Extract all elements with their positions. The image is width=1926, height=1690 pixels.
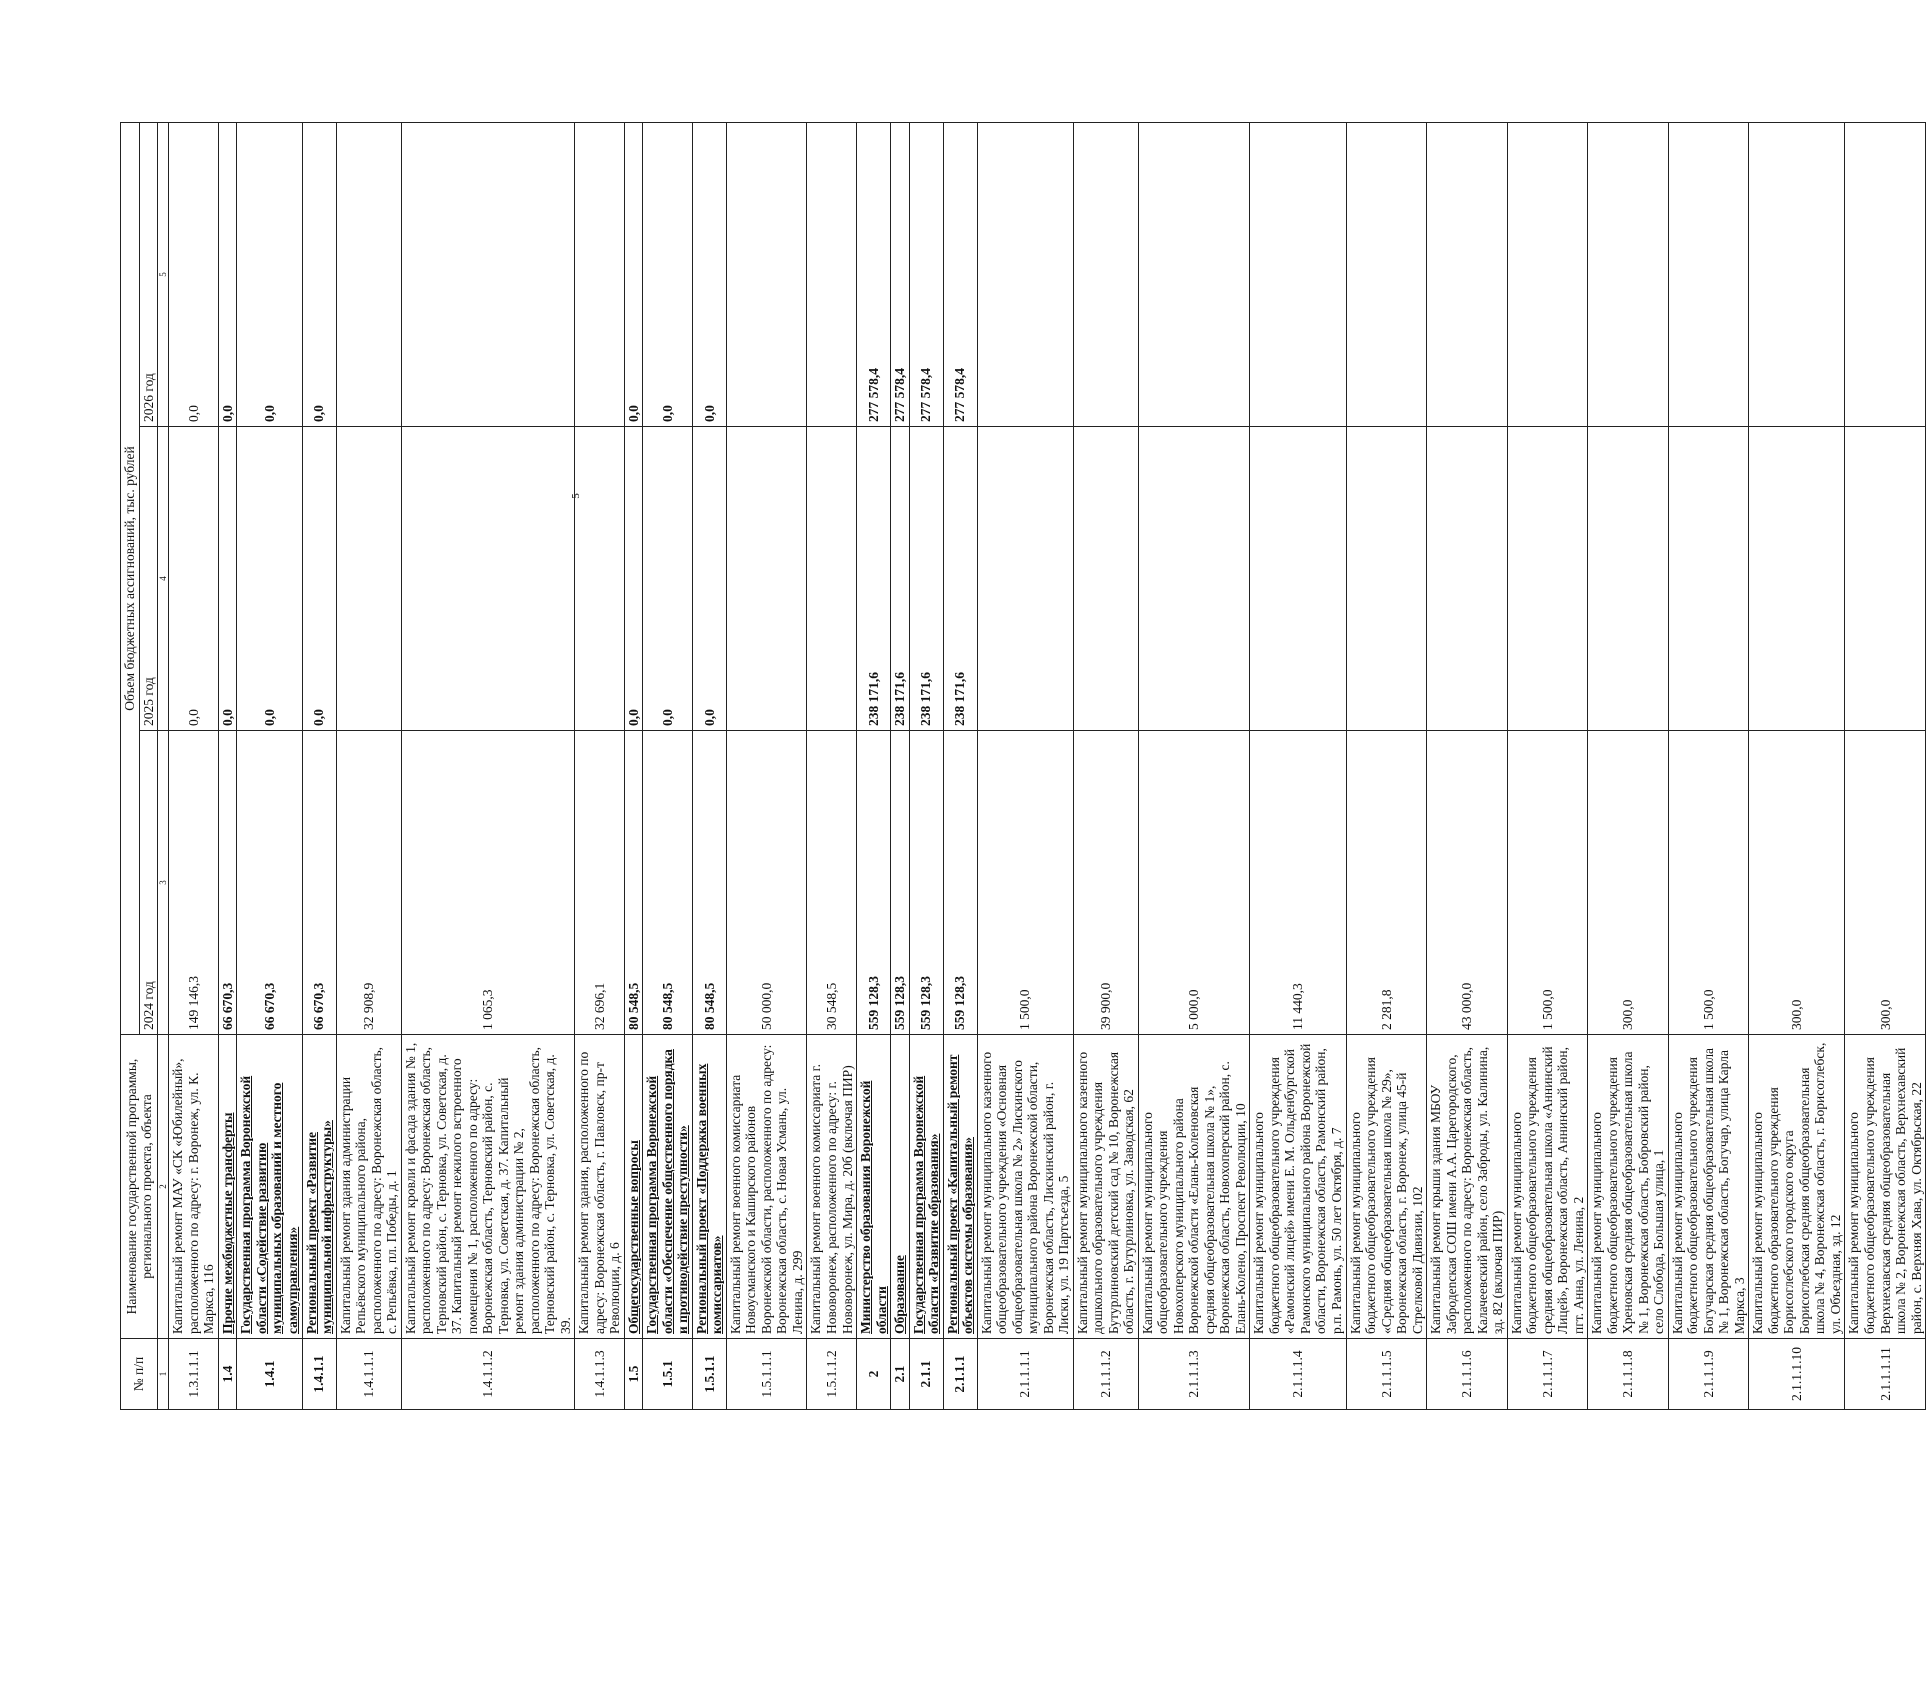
row-name: Капитальный ремонт муниципального общеобразовательного учреждения Новохоперского муниципального района Воронежской области «Елань-Коленовская средняя общеобразовательная школа № 1», Воронежская область, Новохоперский район, с. Елань-Колено, Проспект Революции, 10 (1138, 1035, 1250, 1339)
table-row (643, 123, 693, 1410)
row-number: 1.4.1.1 (302, 1339, 336, 1410)
row-name: Капитальный ремонт муниципального бюджетного общеобразовательного учреждения «Средняя общеобразовательная школа № 29», Воронежская область, г. Воронеж, улица 45-й Стрелковой Дивизии, 102 (1346, 1035, 1427, 1339)
header-name: Наименование государственной программы, регионального проекта, объекта (121, 1035, 158, 1339)
index-cell: 5 (158, 123, 169, 427)
row-value-2024: 32 908,9 (336, 731, 401, 1035)
row-value-2024: 80 548,5 (624, 731, 643, 1035)
row-value-2025: 0,0 (237, 427, 302, 731)
row-value-2026: 0,0 (237, 123, 302, 427)
row-value-2026 (1138, 123, 1250, 427)
row-value-2025 (1668, 427, 1749, 731)
row-value-2024: 66 670,3 (218, 731, 237, 1035)
index-cell: 1 (158, 1339, 169, 1410)
row-value-2025 (1749, 427, 1845, 731)
row-value-2025 (1250, 427, 1346, 731)
table-row (1588, 123, 1669, 1410)
row-name: Капитальный ремонт крыши здания МБОУ Забродenская СОШ имени А.А. Царегородского, расположенного по адресу: Воронежская область, Калачеевский район, село Заброды, ул. Калинина, зд. 82 (включая ПИР) (1427, 1035, 1508, 1339)
row-number: 1.5.1.1 (692, 1339, 726, 1410)
row-name: Капитальный ремонт МАУ «СК «Юбилейный», расположенного по адресу: г. Воронеж, ул. К. Маркса, 116 (169, 1035, 219, 1339)
row-value-2025: 238 171,6 (891, 427, 910, 731)
table-row (169, 123, 219, 1410)
row-number: 1.5.1.1.2 (807, 1339, 857, 1410)
row-value-2024: 1 500,0 (1507, 731, 1588, 1035)
row-value-2024: 66 670,3 (302, 731, 336, 1035)
table-row (1668, 123, 1749, 1410)
row-number: 2 (857, 1339, 891, 1410)
row-name: Региональный проект «Поддержка военных комиссариатов» (692, 1035, 726, 1339)
row-number: 2.1.1.1.1 (977, 1339, 1073, 1410)
row-name: Капитальный ремонт военного комиссариата г. Нововоронеж, расположенного по адресу: г. Нововоронеж, ул. Мира, д. 20б (включая ПИР) (807, 1035, 857, 1339)
row-value-2024: 1 500,0 (977, 731, 1073, 1035)
header-num: № п/п (121, 1339, 158, 1410)
row-number: 2.1.1.1.5 (1346, 1339, 1427, 1410)
row-name: Министерство образования Воронежской области (857, 1035, 891, 1339)
row-value-2025 (575, 427, 625, 731)
table-row (807, 123, 857, 1410)
row-value-2026 (977, 123, 1073, 427)
table-row (857, 123, 891, 1410)
row-value-2026 (726, 123, 807, 427)
row-value-2025 (336, 427, 401, 731)
header-2026: 2026 год (139, 123, 158, 427)
table-row (302, 123, 336, 1410)
row-value-2026: 277 578,4 (891, 123, 910, 427)
row-value-2024: 43 000,0 (1427, 731, 1508, 1035)
table-row (336, 123, 401, 1410)
row-value-2024: 149 146,3 (169, 731, 219, 1035)
row-value-2025: 0,0 (692, 427, 726, 731)
table-body (169, 123, 1926, 1410)
table-row (1845, 123, 1926, 1410)
row-value-2024: 11 440,3 (1250, 731, 1346, 1035)
row-name: Капитальный ремонт здания, расположенного по адресу: Воронежская область, г. Павловск, пр-т Революции, д. 6 (575, 1035, 625, 1339)
row-number: 2.1.1.1.11 (1845, 1339, 1926, 1410)
row-value-2025: 238 171,6 (857, 427, 891, 731)
table-row (624, 123, 643, 1410)
row-name: Капитальный ремонт муниципального бюджетного образовательного учреждения Борисоглебского городского округа Борисоглебская средняя общеобразовательная школа № 4, Воронежская область, г. Борисоглебск, ул. Объездная, зд. 12 (1749, 1035, 1845, 1339)
row-value-2024: 32 696,1 (575, 731, 625, 1035)
row-value-2026 (1749, 123, 1845, 427)
row-number: 1.4.1.1.1 (336, 1339, 401, 1410)
row-value-2024: 5 000,0 (1138, 731, 1250, 1035)
table-row (891, 123, 910, 1410)
row-name: Капитальный ремонт муниципального казенного общеобразовательного учреждения «Основная общеобразовательная школа № 2» Лискинского муниципального района Воронежской области, Воронежская область, Лискинский район, г. Лиски, ул. 19 Партсъезда, 5 (977, 1035, 1073, 1339)
row-value-2024: 300,0 (1845, 731, 1926, 1035)
row-value-2024: 80 548,5 (643, 731, 693, 1035)
row-value-2024: 50 000,0 (726, 731, 807, 1035)
table-row (1749, 123, 1845, 1410)
index-cell: 3 (158, 731, 169, 1035)
row-value-2024: 30 548,5 (807, 731, 857, 1035)
header-2025: 2025 год (139, 427, 158, 731)
row-value-2026: 0,0 (643, 123, 693, 427)
header-2024: 2024 год (139, 731, 158, 1035)
row-value-2024: 1 500,0 (1668, 731, 1749, 1035)
index-cell: 4 (158, 427, 169, 731)
row-value-2025: 238 171,6 (943, 427, 977, 731)
row-name: Капитальный ремонт муниципального бюджетного общеобразовательного учреждения Верхнехавская средняя общеобразовательная школа № 2, Воронежская область, Верхнехавский район, с. Верхняя Хава, ул. Октябрьская, 22 (1845, 1035, 1926, 1339)
row-name: Региональный проект «Капитальный ремонт объектов системы образования» (943, 1035, 977, 1339)
row-name: Капитальный ремонт муниципального бюджетного общеобразовательного учреждения Хреновская средняя общеобразовательная школа № 1, Воронежская область, Бобровский район, село Слобода, Большая улица, 1 (1588, 1035, 1669, 1339)
row-value-2024: 559 128,3 (891, 731, 910, 1035)
row-value-2026 (1346, 123, 1427, 427)
row-number: 2.1.1.1 (943, 1339, 977, 1410)
table-row (1138, 123, 1250, 1410)
budget-table (120, 122, 1926, 1410)
row-value-2026 (401, 123, 575, 427)
table-row (1507, 123, 1588, 1410)
row-value-2026 (807, 123, 857, 427)
table-row (943, 123, 977, 1410)
row-value-2025: 0,0 (218, 427, 237, 731)
row-name: Капитальный ремонт муниципального казенного дошкольного образовательного учреждения Бутурлиновский детский сад № 10, Воронежская область, г. Бутурлиновка, ул. Заводская, 62 (1073, 1035, 1138, 1339)
row-value-2026: 0,0 (692, 123, 726, 427)
header-volume: Объем бюджетных ассигнований, тыс. рублей (121, 123, 140, 1035)
row-name: Государственная программа Воронежской области «Развитие образования» (909, 1035, 943, 1339)
row-value-2026 (1073, 123, 1138, 427)
row-name: Государственная программа Воронежской области «Обеспечение общественного порядка и противодействие преступности» (643, 1035, 693, 1339)
row-value-2024: 559 128,3 (909, 731, 943, 1035)
table-row (726, 123, 807, 1410)
row-name: Образование (891, 1035, 910, 1339)
table-row (1346, 123, 1427, 1410)
row-value-2026 (1427, 123, 1508, 427)
row-value-2026 (1507, 123, 1588, 427)
row-name: Капитальный ремонт военного комиссариата Новоусманского и Каширского районов Воронежской области, расположенного по адресу: Воронежская область, с. Новая Усмань, ул. Ленина, д. 299 (726, 1035, 807, 1339)
row-value-2025: 0,0 (624, 427, 643, 731)
row-name: Прочие межбюджетные трансферты (218, 1035, 237, 1339)
row-value-2025 (807, 427, 857, 731)
row-value-2026 (1588, 123, 1669, 427)
row-value-2026: 0,0 (218, 123, 237, 427)
row-name: Капитальный ремонт муниципального бюджетного общеобразовательного учреждения «Рамонский лицей» имени Е. М. Ольденбургской Рамонского муниципального района Воронежской области, Воронежская область, Рамонский район, р.п. Рамонь, ул. 50 лет Октября, д. 7 (1250, 1035, 1346, 1339)
row-number: 2.1.1.1.4 (1250, 1339, 1346, 1410)
row-value-2026: 277 578,4 (909, 123, 943, 427)
row-value-2026 (1668, 123, 1749, 427)
row-value-2024: 559 128,3 (943, 731, 977, 1035)
row-number: 2.1.1.1.8 (1588, 1339, 1669, 1410)
row-value-2025 (1588, 427, 1669, 731)
row-value-2024: 2 281,8 (1346, 731, 1427, 1035)
row-value-2024: 80 548,5 (692, 731, 726, 1035)
row-name: Капитальный ремонт кровли и фасада здания № 1, расположенного по адресу: Воронежская область, Терновский район, с. Терновка, ул. Советская, д. 37. Капитальный ремонт нежилого встроенного помещения № 1, расположенного по адресу: Воронежская область, Терновский район, с. Терновка, ул. Советская, д. 37. Капитальный ремонт здания администрации № 2, расположенного по адресу: Воронежская область, Терновский район, с. Терновка, ул. Советская, д. 39. (401, 1035, 575, 1339)
page-number: 5 (569, 493, 582, 499)
row-value-2026 (575, 123, 625, 427)
row-number: 2.1.1.1.7 (1507, 1339, 1588, 1410)
row-value-2026: 0,0 (302, 123, 336, 427)
table-row (218, 123, 237, 1410)
row-number: 1.4.1.1.3 (575, 1339, 625, 1410)
row-value-2026: 0,0 (169, 123, 219, 427)
row-value-2025 (977, 427, 1073, 731)
row-number: 2.1.1.1.3 (1138, 1339, 1250, 1410)
row-value-2025 (1346, 427, 1427, 731)
table-row (401, 123, 575, 1410)
row-value-2025 (726, 427, 807, 731)
row-value-2026: 277 578,4 (857, 123, 891, 427)
row-number: 1.3.1.1.1 (169, 1339, 219, 1410)
row-number: 1.4 (218, 1339, 237, 1410)
row-name: Региональный проект «Развитие муниципальной инфраструктуры» (302, 1035, 336, 1339)
row-value-2025 (1138, 427, 1250, 731)
row-value-2024: 300,0 (1588, 731, 1669, 1035)
row-value-2026 (1250, 123, 1346, 427)
table-row (1427, 123, 1508, 1410)
row-value-2026: 0,0 (624, 123, 643, 427)
table-row (1073, 123, 1138, 1410)
table-row (977, 123, 1073, 1410)
row-number: 2.1 (891, 1339, 910, 1410)
row-value-2025 (1507, 427, 1588, 731)
row-value-2025: 0,0 (302, 427, 336, 731)
row-value-2025 (1427, 427, 1508, 731)
table-row (237, 123, 302, 1410)
table-row (1250, 123, 1346, 1410)
row-number: 2.1.1.1.10 (1749, 1339, 1845, 1410)
row-value-2025: 0,0 (169, 427, 219, 731)
row-number: 1.4.1.1.2 (401, 1339, 575, 1410)
row-number: 1.4.1 (237, 1339, 302, 1410)
row-name: Капитальный ремонт муниципального бюджетного общеобразовательного учреждения Богучарская средняя общеобразовательная школа № 1, Воронежская область, Богучар, улица Карла Маркса, 3 (1668, 1035, 1749, 1339)
row-number: 1.5.1 (643, 1339, 693, 1410)
row-name: Капитальный ремонт здания администрации Репьёвского муниципального района, расположенного по адресу: Воронежская область, с. Репьёвка, пл. Победы, д. 1 (336, 1035, 401, 1339)
row-number: 1.5.1.1.1 (726, 1339, 807, 1410)
table-row (909, 123, 943, 1410)
row-number: 2.1.1.1.6 (1427, 1339, 1508, 1410)
row-number: 2.1.1.1.2 (1073, 1339, 1138, 1410)
row-number: 2.1.1 (909, 1339, 943, 1410)
row-value-2026 (1845, 123, 1926, 427)
row-value-2024: 300,0 (1749, 731, 1845, 1035)
row-number: 1.5 (624, 1339, 643, 1410)
row-value-2025: 238 171,6 (909, 427, 943, 731)
row-number: 2.1.1.1.9 (1668, 1339, 1749, 1410)
row-value-2025 (1845, 427, 1926, 731)
row-value-2024: 559 128,3 (857, 731, 891, 1035)
rotated-page (120, 122, 1924, 1410)
table-row (575, 123, 625, 1410)
row-name: Общегосударственные вопросы (624, 1035, 643, 1339)
row-value-2025 (401, 427, 575, 731)
index-cell: 2 (158, 1035, 169, 1339)
table-row (692, 123, 726, 1410)
row-value-2026 (336, 123, 401, 427)
row-value-2026: 277 578,4 (943, 123, 977, 427)
row-value-2025 (1073, 427, 1138, 731)
row-name: Государственная программа Воронежской области «Содействие развитию муниципальных образований и местного самоуправления» (237, 1035, 302, 1339)
row-value-2025: 0,0 (643, 427, 693, 731)
row-value-2024: 66 670,3 (237, 731, 302, 1035)
row-name: Капитальный ремонт муниципального бюджетного общеобразовательного учреждения средняя общеобразовательная школа «Аннинский Лицей», Воронежская область, Аннинский район, пгт. Анна, ул. Ленина, 2 (1507, 1035, 1588, 1339)
row-value-2024: 39 900,0 (1073, 731, 1138, 1035)
row-value-2024: 1 065,3 (401, 731, 575, 1035)
